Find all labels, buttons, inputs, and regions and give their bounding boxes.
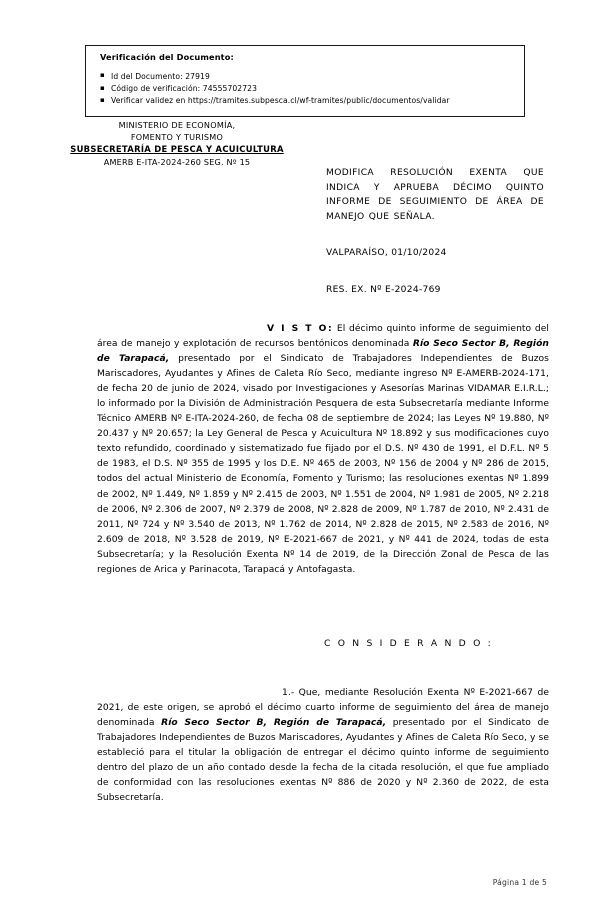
considerando-paragraph-1 — [97, 686, 549, 806]
verification-list — [100, 71, 514, 108]
considerando-text-1: Que, mediante Resolución Exenta Nº E-2021-667 de 2021, de este origen, se aprobó el décimo cuarto informe de seguimiento del área de manejo denominada — [97, 688, 549, 729]
considerando-emphasis-area-name: Río Seco Sector B, Región de Tarapacá, — [161, 718, 387, 729]
resolution-number: RES. EX. Nº E-2024-769 — [326, 285, 441, 295]
visto-emphasis-area-name: Río Seco Sector B, Región de Tarapacá, — [97, 339, 549, 365]
visto-text-2: presentado por el Sindicato de Trabajadores Independientes de Buzos Mariscadores, Ayudantes y Afines de Caleta Río Seco, mediante ingreso Nº E-AMERB-2024-171, de fecha 20 de junio de 2024, visado por Investigaciones y Asesorías Marinas VIDAMAR E.I.R.L.; lo informado por la División de Administración Pesquera de esta Subsecretaría mediante Informe Técnico AMERB Nº E-ITA-2024-260, de fecha 08 de septiembre de 2024; las Leyes Nº 19.880, Nº 20.437 y Nº 20.657; la Ley General de Pesca y Acuicultura Nº 18.892 y sus modificaciones cuyo texto refundido, coordinado y sistematizado fue fijado por el D.S. Nº 430 de 1991, el D.F.L. Nº 5 de 1983, el D.S. Nº 355 de 1995 y los D.E. Nº 465 de 2003, Nº 156 de 2004 y Nº 286 de 2015, todos del actual Ministerio de Economía, Fomento y Turismo; las resoluciones exentas Nº 1.899 de 2002, Nº 1.449, Nº 1.859 y Nº 2.415 de 2003, Nº 1.551 de 2004, Nº 1.981 de 2005, Nº 2.218 de 2006, Nº 2.306 de 2007, Nº 2.379 de 2008, Nº 2.828 de 2009, Nº 1.787 de 2010, Nº 2.431 de 2011, Nº 724 y Nº 3.540 de 2013, Nº 1.762 de 2014, Nº 2.828 de 2015, Nº 2.583 de 2016, Nº 2.609 de 2018, Nº 3.528 de 2019, Nº E-2021-667 de 2021, y Nº 441 de 2024, todas de esta Subsecretaría; y la Resolución Exenta Nº 14 de 2019, de la Dirección Zonal de Pesca de las regiones de Arica y Parinacota, Tarapacá y Antofagasta. — [97, 354, 549, 575]
page-number-label: Página 1 de 5 — [492, 878, 547, 887]
letterhead-ministry-line-1: MINISTERIO DE ECONOMÍA, — [118, 120, 236, 130]
visto-text-1: El décimo quinto informe de seguimiento del área de manejo y explotación de recursos bentónicos denominada — [97, 324, 549, 350]
verification-title: Verificación del Documento: — [100, 52, 234, 62]
letterhead-amerb-code: AMERB E-ITA-2024-260 SEG. Nº 15 — [103, 156, 251, 167]
place-and-date: VALPARAÍSO, 01/10/2024 — [326, 248, 447, 258]
visto-paragraph — [97, 322, 549, 578]
verification-item-code: ▪ Código de verificación: 74555702723 — [100, 83, 514, 95]
considerando-text-2: presentado por el Sindicato de Trabajadores Independientes de Buzos Mariscadores, Ayudantes y Afines de Caleta Río Seco, y se estableció para el titular la obligación de entregar el décimo quinto informe de seguimiento dentro del plazo de un año contado desde la fecha de la citada resolución, el que fue ampliado de conformidad con las resoluciones exentas Nº 886 de 2020 y Nº 2.360 de 2022, de esta Subsecretaría. — [97, 718, 549, 804]
considerando-heading: C O N S I D E R A N D O : — [324, 638, 493, 649]
letterhead — [32, 119, 322, 168]
page-footer — [0, 878, 600, 887]
verification-item-document-id: ▪ Id del Documento: 27919 — [100, 71, 514, 83]
verification-item-url: ▪ Verificar validez en https://tramites.subpesca.cl/wf-tramites/public/documentos/validar — [100, 95, 514, 107]
considerando-block — [97, 686, 549, 806]
verification-box — [85, 45, 525, 117]
subject-block: MODIFICA RESOLUCIÓN EXENTA QUE INDICA Y APRUEBA DÉCIMO QUINTO INFORME DE SEGUIMIENTO DE ÁREA DE MANEJO QUE SEÑALA. — [326, 168, 544, 223]
visto-block — [97, 322, 549, 578]
letterhead-subsecretaria: SUBSECRETARÍA DE PESCA Y ACUICULTURA — [70, 144, 284, 155]
letterhead-ministry-line-2: FOMENTO Y TURISMO — [130, 132, 224, 143]
visto-label: V I S T O: — [267, 324, 334, 334]
considerando-item-number: 1.- — [282, 688, 299, 698]
